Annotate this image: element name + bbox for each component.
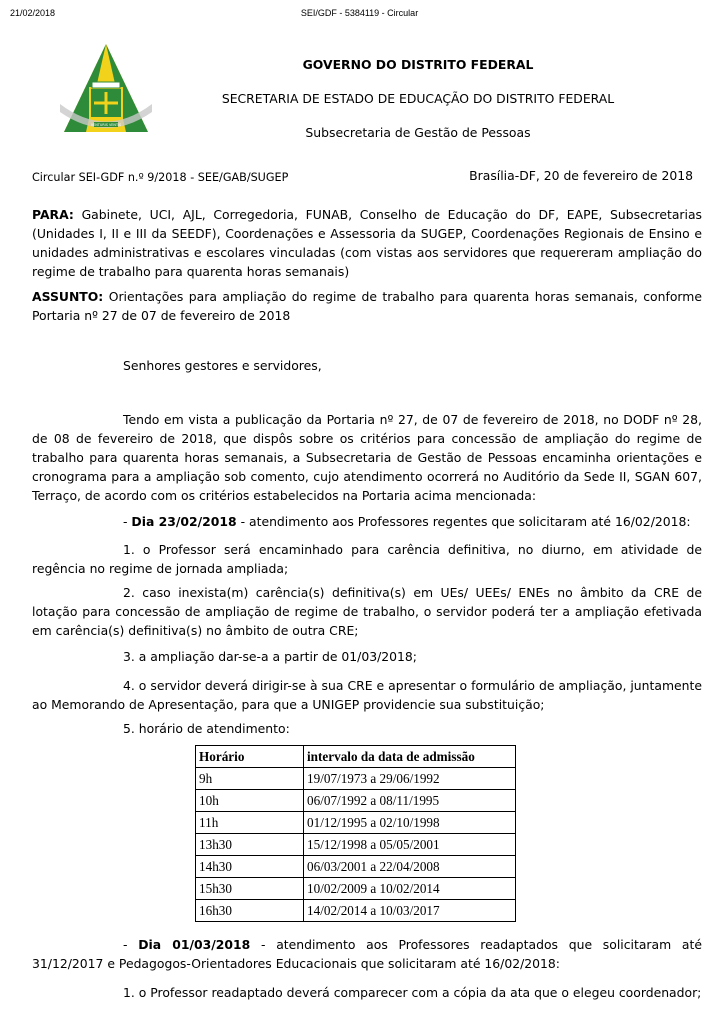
table-cell: 10/02/2009 a 10/02/2014	[304, 878, 516, 900]
brasao-df-logo	[56, 44, 156, 134]
day2-date: Dia 01/03/2018	[138, 937, 251, 952]
gov-title: GOVERNO DO DISTRITO FEDERAL	[302, 57, 534, 72]
para-recipients	[32, 205, 702, 281]
assunto-subject	[32, 287, 702, 325]
table-cell: 19/07/1973 a 29/06/1992	[304, 768, 516, 790]
table-header-row	[196, 746, 516, 768]
circular-place-date: Brasília-DF, 20 de fevereiro de 2018	[469, 168, 693, 183]
table-cell: 06/03/2001 a 22/04/2008	[304, 856, 516, 878]
table-cell: 11h	[196, 812, 304, 834]
day2-text: - atendimento aos Professores readaptados que solicitaram até 31/12/2017 e Pedagogos-Orientadores Educacionais que solicitaram até 16/02/2018:	[32, 937, 702, 971]
assunto-label: ASSUNTO:	[32, 289, 104, 304]
print-title: SEI/GDF - 5384119 - Circular	[300, 8, 419, 18]
day1-item: 4. o servidor deverá dirigir-se à sua CRE e apresentar o formulário de ampliação, juntamente ao Memorando de Apresentação, para que a UNIGEP providencie sua substituição;	[32, 678, 702, 712]
logo-motto: VENTURIS VENTIS	[90, 123, 122, 127]
table-cell: 15/12/1998 a 05/05/2001	[304, 834, 516, 856]
table-row	[196, 790, 516, 812]
day2-item: 1. o Professor readaptado deverá comparecer com a cópia da ata que o elegeu coordenador;	[123, 985, 702, 1000]
greeting: Senhores gestores e servidores,	[123, 358, 322, 373]
table-cell: 15h30	[196, 878, 304, 900]
assunto-text: Orientações para ampliação do regime de trabalho para quarenta horas semanais, conforme Portaria nº 27 de 07 de fevereiro de 2018	[32, 289, 702, 323]
table-cell: 01/12/1995 a 02/10/1998	[304, 812, 516, 834]
day1-item: 1. o Professor será encaminhado para carência definitiva, no diurno, em atividade de regência no regime de jornada ampliada;	[32, 542, 702, 576]
circular-reference: Circular SEI-GDF n.º 9/2018 - SEE/GAB/SUGEP	[32, 171, 289, 184]
intro-paragraph: Tendo em vista a publicação da Portaria nº 27, de 07 de fevereiro de 2018, no DODF nº 28, de 08 de fevereiro de 2018, que dispôs sobre os critérios para concessão de ampliação do regime de trabalho para quarenta horas semanais, a Subsecretaria de Gestão de Pessoas encaminha orientações e cronograma para a ampliação sob comento, cujo atendimento ocorrerá no Auditório da Sede II, SGAN 607, Terraço, de acordo com os critérios estabelecidos na Portaria acima mencionada:	[32, 412, 702, 503]
subsecretaria-name: Subsecretaria de Gestão de Pessoas	[305, 125, 531, 140]
table-cell: 9h	[196, 768, 304, 790]
table-row	[196, 812, 516, 834]
para-label: PARA:	[32, 207, 74, 222]
table-row	[196, 878, 516, 900]
table-row	[196, 856, 516, 878]
table-cell: 10h	[196, 790, 304, 812]
table-cell: 14h30	[196, 856, 304, 878]
schedule-table	[195, 745, 516, 922]
table-row	[196, 900, 516, 922]
table-cell: 06/07/1992 a 08/11/1995	[304, 790, 516, 812]
day1-item: 5. horário de atendimento:	[123, 721, 290, 736]
day2-heading: - Dia 01/03/2018 - atendimento aos Professores readaptados que solicitaram até 31/12/2017 e Pedagogos-Orientadores Educacionais que solicitaram até 16/02/2018:	[32, 937, 702, 971]
table-row	[196, 768, 516, 790]
para-text: Gabinete, UCI, AJL, Corregedoria, FUNAB, Conselho de Educação do DF, EAPE, Subsecretarias (Unidades I, II e III da SEEDF), Coordenações e Assessoria da SUGEP, Coordenações Regionais de Ensino e unidades administrativas e escolares vinculadas (com vistas aos servidores que requereram ampliação do regime de trabalho para quarenta horas semanais)	[32, 207, 702, 279]
day1-text: - atendimento aos Professores regentes que solicitaram até 16/02/2018:	[236, 514, 691, 529]
day1-heading: - Dia 23/02/2018 - atendimento aos Professores regentes que solicitaram até 16/02/2018:	[123, 514, 691, 529]
secretaria-name: SECRETARIA DE ESTADO DE EDUCAÇÃO DO DISTRITO FEDERAL	[221, 91, 615, 106]
table-cell: 14/02/2014 a 10/03/2017	[304, 900, 516, 922]
day1-item: 3. a ampliação dar-se-a a partir de 01/03/2018;	[123, 649, 417, 664]
table-cell: 16h30	[196, 900, 304, 922]
print-date: 21/02/2018	[10, 8, 56, 18]
column-header: Horário	[196, 746, 304, 768]
day1-item: 2. caso inexista(m) carência(s) definitiva(s) em UEs/ UEEs/ ENEs no âmbito da CRE de lotação para concessão de ampliação de regime de trabalho, o servidor poderá ter a ampliação efetivada em carência(s) definitiva(s) no âmbito de outra CRE;	[32, 585, 702, 638]
table-row	[196, 834, 516, 856]
day1-date: Dia 23/02/2018	[131, 514, 237, 529]
column-header: intervalo da data de admissão	[304, 746, 516, 768]
table-cell: 13h30	[196, 834, 304, 856]
